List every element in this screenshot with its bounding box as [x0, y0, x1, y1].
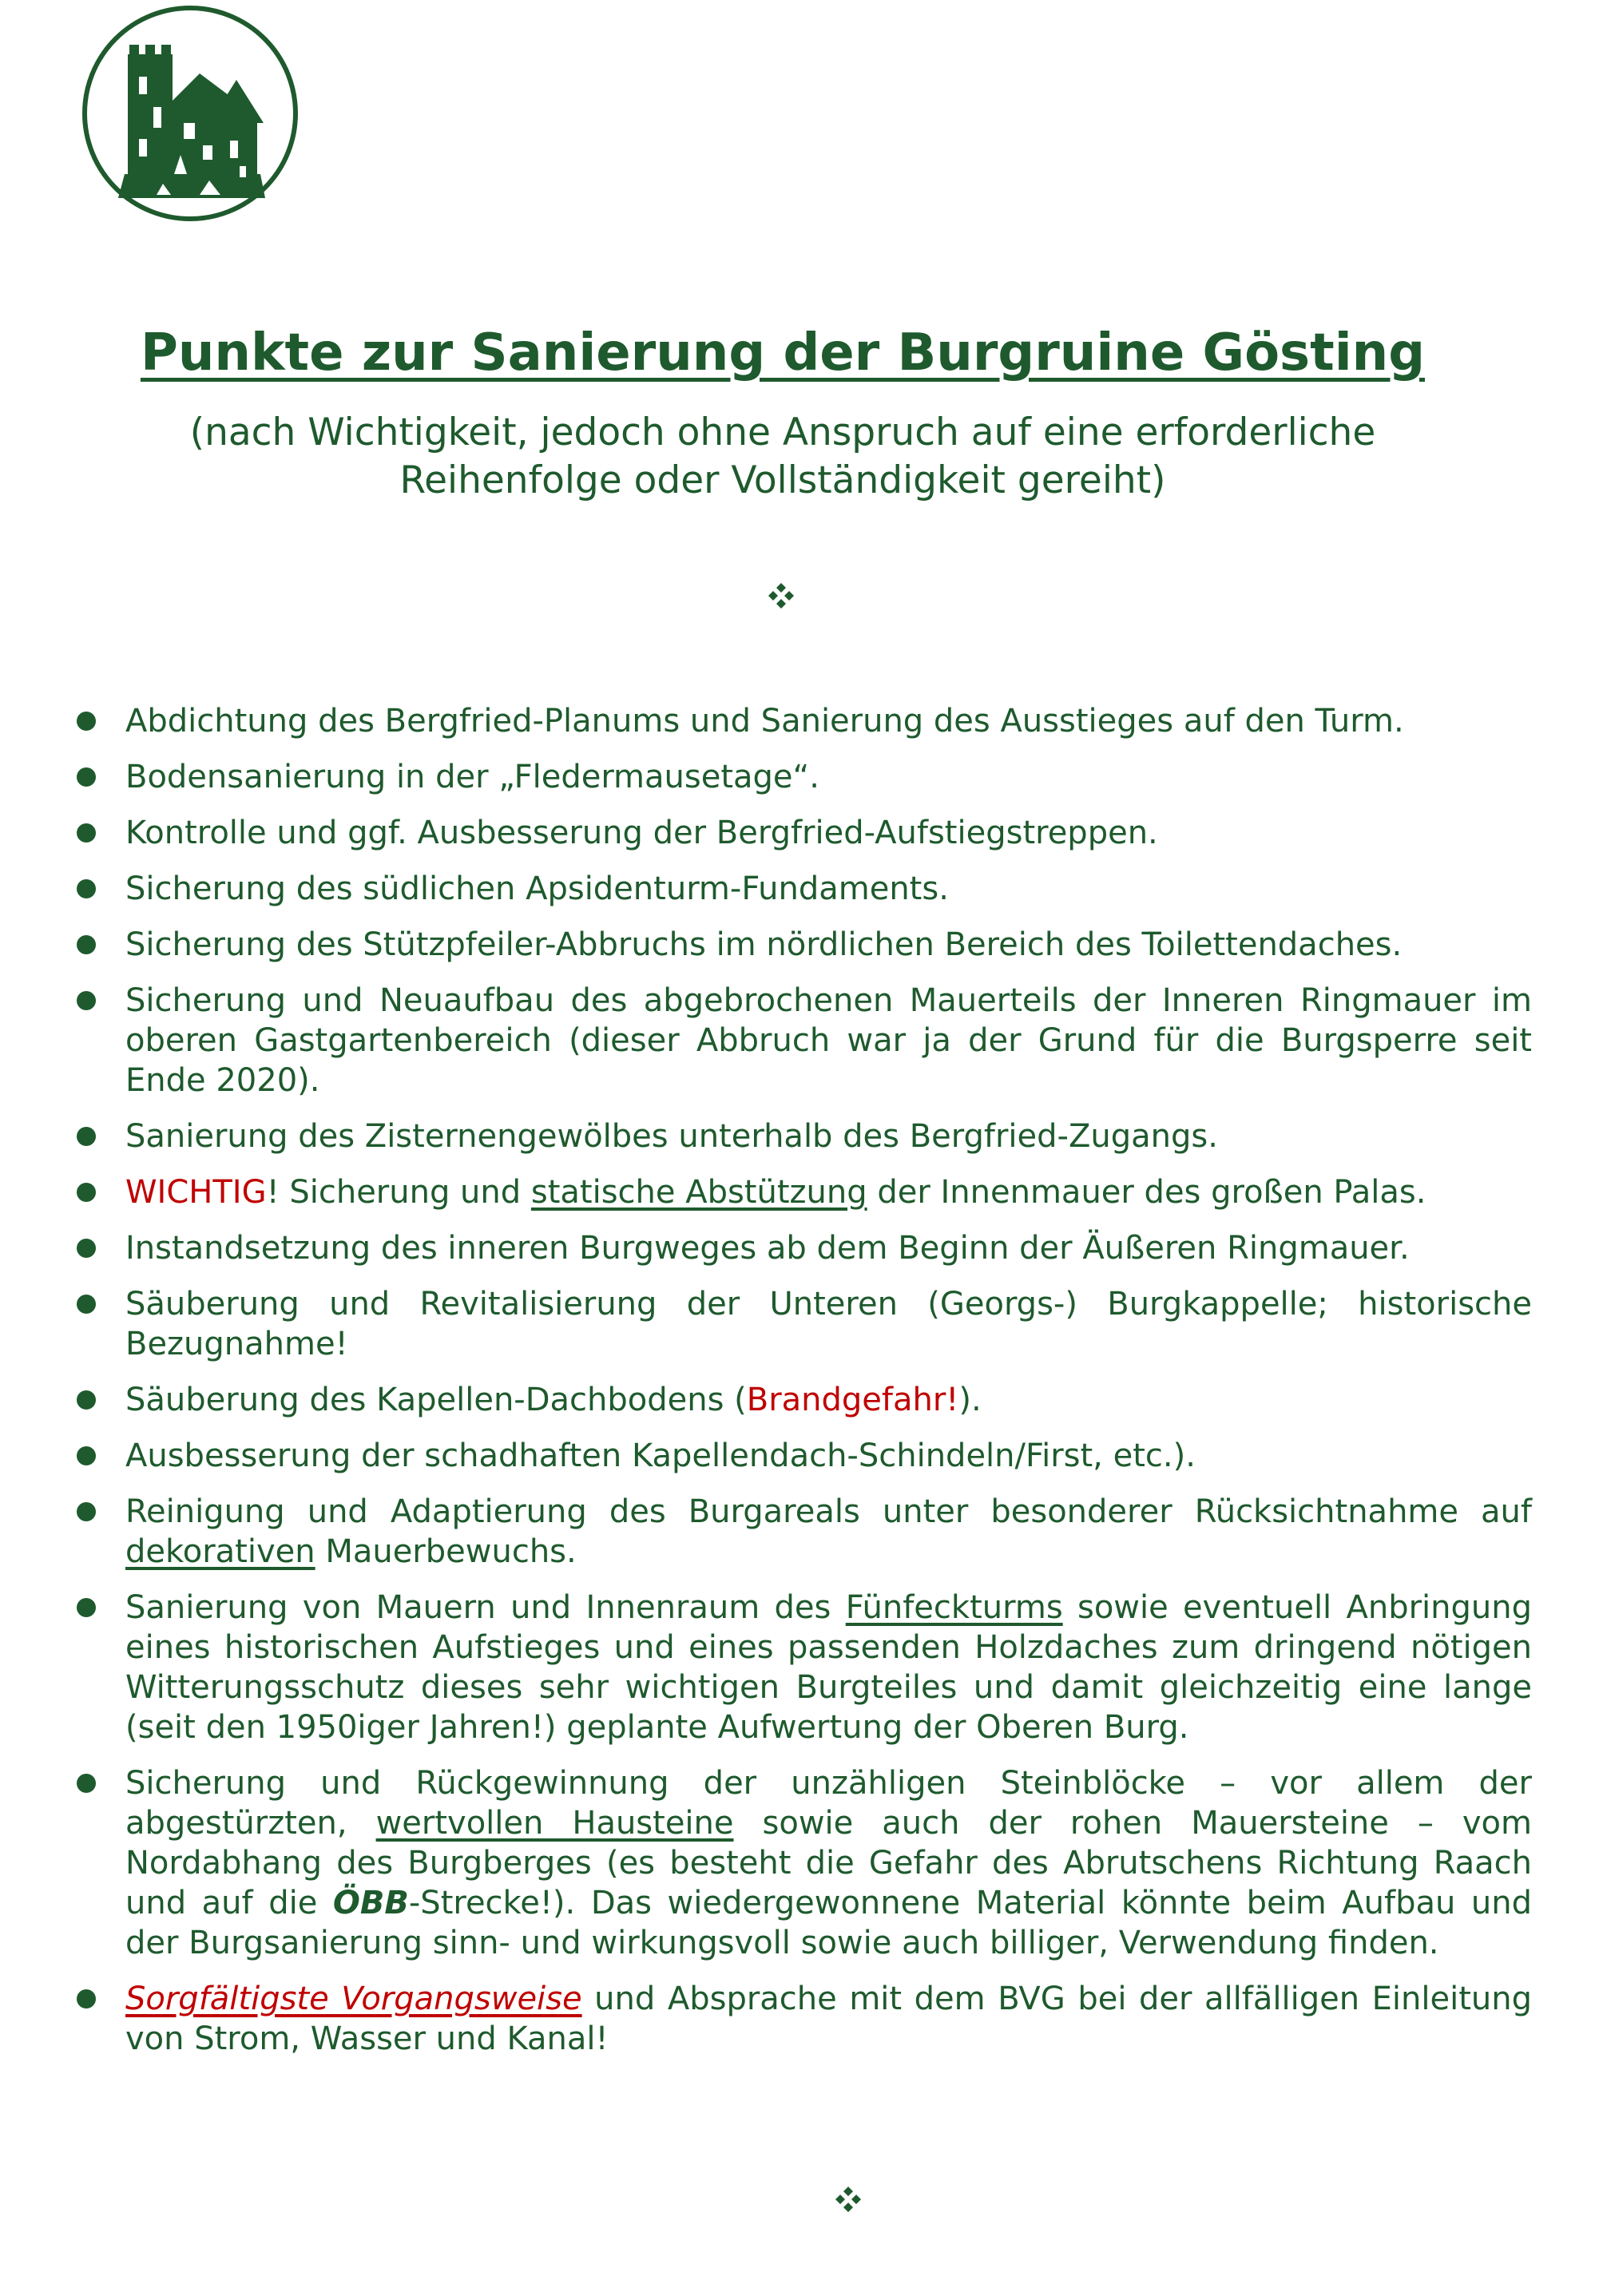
bullet-icon [77, 1598, 96, 1617]
subtitle-line-1: (nach Wichtigkeit, jedoch ohne Anspruch auf eine erforderliche [189, 410, 1376, 454]
list-item: Instandsetzung des inneren Burgweges ab dem Beginn der Äußeren Ringmauer. [77, 1228, 1532, 1268]
bullet-icon [77, 712, 96, 731]
list-item: Sanierung des Zisternengewölbes unterhalb des Bergfried-Zugangs. [77, 1116, 1532, 1156]
list-item: Sanierung von Mauern und Innenraum des Fünfeckturms sowie eventuell Anbringung eines historischen Aufstieges und eines passenden Holzdaches zum dringend nötigen Witterungsschutz dieses sehr wichtigen Burgteiles und damit gleichzeitig eine lange (seit den 1950iger Jahren!) geplante Aufwertung der Oberen Burg. [77, 1588, 1532, 1747]
list-item: Sicherung des südlichen Apsidenturm-Fundaments. [77, 869, 1532, 909]
bullet-icon [77, 767, 96, 787]
subtitle-line-2: Reihenfolge oder Vollständigkeit gereiht) [399, 458, 1166, 502]
bullet-icon [77, 1446, 96, 1465]
list-item: Sicherung und Neuaufbau des abgebrochenen Mauerteils der Inneren Ringmauer im oberen Gastgartenbereich (dieser Abbruch war ja der Grund für die Burgsperre seit Ende 2020). [77, 981, 1532, 1100]
list-item: Ausbesserung der schadhaften Kapellendach-Schindeln/First, etc.). [77, 1436, 1532, 1476]
list-item: Sorgfältigste Vorgangsweise und Absprache mit dem BVG bei der allfälligen Einleitung von Strom, Wasser und Kanal! [77, 1979, 1532, 2059]
list-item: Säuberung und Revitalisierung der Unteren (Georgs-) Burgkappelle; historische Bezugnahme! [77, 1284, 1532, 1364]
list-item: Sicherung und Rückgewinnung der unzähligen Steinblöcke – vor allem der abgestürzten, wertvollen Hausteine sowie auch der rohen Mauersteine – vom Nordabhang des Burgberges (es besteht die Gefahr des Abrutschens Richtung Raach und auf die ÖBB-Strecke!). Das wiedergewonnene Material könnte beim Aufbau und der Burgsanierung sinn- und wirkungsvoll sowie auch billiger, Verwendung finden. [77, 1763, 1532, 1963]
bullet-icon [77, 1239, 96, 1258]
bullet-icon [77, 823, 96, 843]
bullet-icon [77, 1295, 96, 1314]
warning-text: WICHTIG [125, 1174, 267, 1211]
list-item: Reinigung und Adaptierung des Burgareals unter besonderer Rücksichtnahme auf dekorativen Mauerbewuchs. [77, 1492, 1532, 1572]
bullet-icon [77, 991, 96, 1010]
ornament-top-icon [765, 580, 797, 612]
warning-text: Brandgefahr! [746, 1382, 959, 1418]
bullet-icon [77, 879, 96, 898]
bullet-icon [77, 1183, 96, 1202]
subtitle [0, 409, 1565, 505]
bullet-icon [77, 1989, 96, 2009]
list-item: WICHTIG! Sicherung und statische Abstützung der Innenmauer des großen Palas. [77, 1172, 1532, 1212]
bullet-icon [77, 935, 96, 954]
list-item: Abdichtung des Bergfried-Planums und Sanierung des Ausstieges auf den Turm. [77, 701, 1532, 741]
sanierung-list [77, 701, 1532, 2075]
list-item: Sicherung des Stützpfeiler-Abbruchs im nördlichen Bereich des Toilettendaches. [77, 925, 1532, 965]
page-title: Punkte zur Sanierung der Burgruine Gösting [140, 323, 1426, 383]
warning-text: Sorgfältigste Vorgangsweise [125, 1981, 582, 2017]
bullet-icon [77, 1774, 96, 1793]
list-item: Bodensanierung in der „Fledermausetage“. [77, 757, 1532, 797]
bullet-icon [77, 1502, 96, 1521]
bullet-icon [77, 1127, 96, 1146]
ornament-bottom-icon [832, 2183, 864, 2215]
list-item: Kontrolle und ggf. Ausbesserung der Bergfried-Aufstiegstreppen. [77, 813, 1532, 853]
list-item: Säuberung des Kapellen-Dachbodens (Brandgefahr!). [77, 1380, 1532, 1420]
castle-logo [80, 3, 300, 224]
bullet-icon [77, 1390, 96, 1410]
